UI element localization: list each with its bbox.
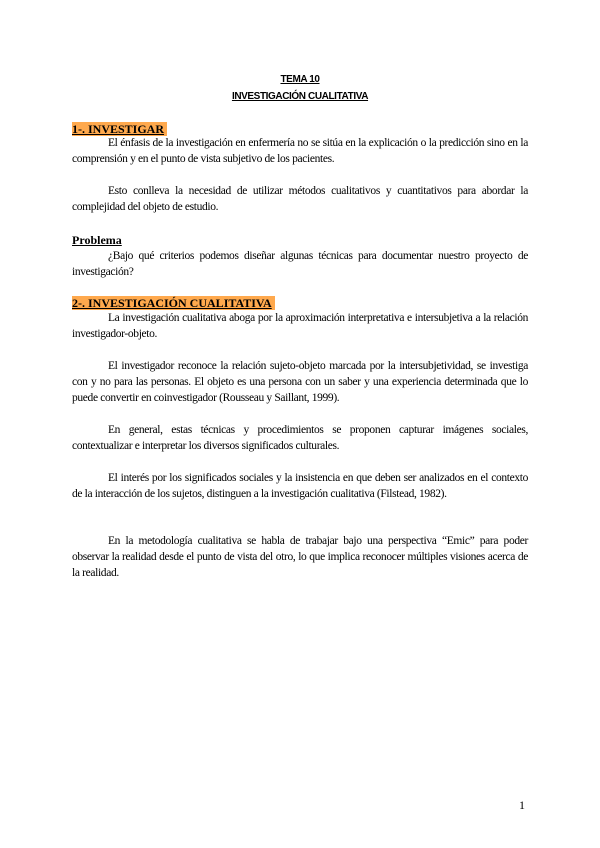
paragraph: La investigación cualitativa aboga por la aproximación interpretativa e intersubjetiva a la relación investigador-objeto.: [72, 312, 528, 340]
paragraph: Esto conlleva la necesidad de utilizar métodos cualitativos y cuantitativos para abordar la complejidad del objeto de estudio.: [72, 185, 528, 213]
paragraph: El énfasis de la investigación en enfermería no se sitúa en la explicación o la predicción sino en la comprensión y en el punto de vista subjetivo de los pacientes.: [72, 137, 528, 165]
paragraph: El investigador reconoce la relación sujeto-objeto marcada por la intersubjetividad, se investiga con y no para las personas. El objeto es una persona con un saber y una experiencia determinada que lo puede convertir en coinvestigador (Rousseau y Saillant, 1999).: [72, 360, 528, 404]
paragraph: En la metodología cualitativa se habla de trabajar bajo una perspectiva “Emic” para poder observar la realidad desde el punto de vista del otro, lo que implica reconocer múltiples visiones acerca de la realidad.: [72, 535, 528, 579]
paragraph: El interés por los significados sociales y la insistencia en que deben ser analizados en el contexto de la interacción de los sujetos, distinguen a la investigación cualitativa (Filstead, 1982).: [72, 472, 528, 500]
section-heading-investigacion-cualitativa: 2-. INVESTIGACIÓN CUALITATIVA: [72, 296, 275, 310]
paragraph: ¿Bajo qué criterios podemos diseñar algunas técnicas para documentar nuestro proyecto de investigación?: [72, 250, 528, 278]
topic-title: TEMA 10: [280, 74, 320, 85]
paragraph: En general, estas técnicas y procedimientos se proponen capturar imágenes sociales, contextualizar e interpretar los diversos significados culturales.: [72, 424, 528, 452]
subheading-problema: Problema: [72, 233, 122, 247]
page-number: 1: [519, 798, 525, 812]
document-subtitle: INVESTIGACIÓN CUALITATIVA: [231, 91, 369, 102]
section-heading-investigar: 1-. INVESTIGAR: [72, 122, 167, 136]
